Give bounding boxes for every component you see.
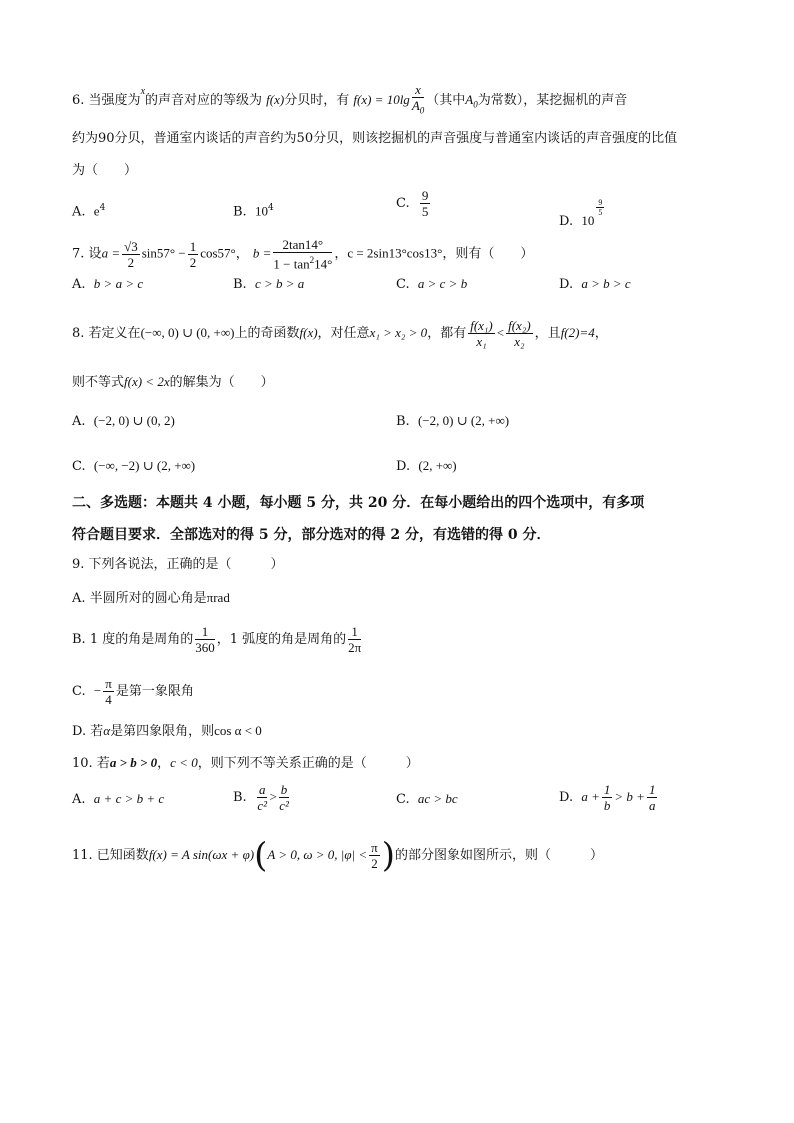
option-label: A. <box>72 792 86 807</box>
q6-number: 6. <box>72 92 85 108</box>
option-label: A. <box>72 277 86 292</box>
q7-number: 7. <box>72 246 85 262</box>
frac-num: 9 <box>598 198 603 207</box>
option-value: (2, +∞) <box>418 458 457 473</box>
frac-den: 5 <box>421 204 429 219</box>
q10-frac3 <box>602 782 613 813</box>
q11-fx: f(x) = A sin(ωx + φ) <box>148 847 255 862</box>
option-value: (−2, 0) ∪ (0, 2) <box>93 413 175 428</box>
q8-frac2 <box>506 318 533 349</box>
q6-line3-text: 为（ ） <box>72 163 138 178</box>
section2-text: 二、多选题：本题共 4 小题，每小题 5 分，共 20 分．在每小题给出的四个选项中，有多项 <box>72 495 645 511</box>
frac-den: b <box>603 798 611 813</box>
q10-option-d <box>559 782 659 813</box>
section2-heading-line1 <box>72 493 644 513</box>
q9-stem-text: 9. 下列各说法，正确的是（ ） <box>72 557 284 572</box>
frac-den: 2 <box>127 254 135 270</box>
option-text: ，1 弧度的角是周角的 <box>216 632 347 647</box>
q8-text: 若定义在 <box>88 326 141 341</box>
option-label: D. <box>559 214 574 229</box>
q8-ineq: f(x) < 2x <box>124 374 170 389</box>
q8-text: ，都有 <box>427 326 467 341</box>
q6-frac-den: A <box>411 98 420 113</box>
q6-line1 <box>72 82 627 119</box>
option-value: (−2, 0) ∪ (2, +∞) <box>417 413 510 428</box>
frac-den: x₁ <box>476 334 487 349</box>
option-value: (−∞, −2) ∪ (2, +∞) <box>93 458 196 473</box>
q8-stem-line2 <box>72 372 274 393</box>
q10-stem <box>72 753 419 774</box>
q6-fraction <box>412 82 424 119</box>
frac-den: 2 <box>189 254 197 270</box>
option-value: c > b > a <box>254 276 305 291</box>
frac-num: b <box>280 782 288 797</box>
frac-den: 2 <box>371 856 378 871</box>
frac-den: c² <box>279 798 289 813</box>
option-text: A. 半圆所对的圆心角是 <box>72 591 207 606</box>
option-label: C. <box>396 277 410 292</box>
q7-half-frac <box>188 239 199 270</box>
frac-num: π <box>371 840 378 855</box>
q8-number: 8. <box>72 326 85 341</box>
q7-sqrt3-frac <box>122 239 140 270</box>
frac-num: √3 <box>124 238 138 254</box>
frac-num: 1 <box>603 782 611 797</box>
q8-text: ， <box>594 326 608 341</box>
q7-a-eq: a = <box>101 245 121 261</box>
q7-b-eq: b = <box>252 245 272 261</box>
option-value: ac > bc <box>417 791 458 806</box>
q8-lt: < <box>496 325 505 340</box>
q8-domain: (−∞, 0) ∪ (0, +∞) <box>140 325 235 340</box>
q11-open-paren: ( <box>254 835 268 876</box>
frac-num: 2tan14° <box>273 237 332 253</box>
q10-cond: a > b > 0 <box>109 755 158 770</box>
q11-cond: A > 0, ω > 0, |φ| < <box>267 847 368 862</box>
q6-option-d <box>559 198 606 232</box>
option-value: a > c > b <box>417 276 468 291</box>
q8-text: 的解集为（ ） <box>169 375 274 390</box>
option-label: B. <box>233 277 247 292</box>
option-text: B. 1 度的角是周角的 <box>72 632 194 647</box>
option-label: B. <box>233 790 247 805</box>
q7-b-frac <box>273 237 332 271</box>
q6-text: 的声音对应的等级为 <box>145 92 263 108</box>
q6-text: 分贝时，有 <box>284 92 350 108</box>
q10-option-b <box>233 782 291 813</box>
q10-frac1 <box>257 782 268 813</box>
q9-option-b <box>72 624 363 655</box>
q10-cond2: c < 0 <box>170 755 198 770</box>
q11-stem <box>72 835 604 876</box>
option-text: D. 若 <box>72 724 104 739</box>
q11-close-paren: ) <box>381 835 395 876</box>
q6-text: 当强度为 <box>88 92 141 108</box>
q7-c-eq: ，c = 2sin13°cos13° <box>334 245 443 261</box>
q6-frac-den-sub: 0 <box>419 105 425 116</box>
option-label: A. <box>72 204 86 220</box>
q6-frac-num: x <box>412 82 424 98</box>
q9-option-a <box>72 588 230 609</box>
q9-stem <box>72 555 284 575</box>
frac-den: 1 − tan <box>273 256 310 272</box>
q6-option-b <box>233 198 274 222</box>
option-label: D. <box>559 790 574 805</box>
option-label: B. <box>233 204 247 220</box>
option-label: C. <box>396 196 410 211</box>
option-fraction <box>420 188 431 219</box>
option-text: 是第一象限角 <box>115 684 194 699</box>
q9-option-d <box>72 721 262 742</box>
option-text: a + <box>581 789 600 804</box>
q7-stem <box>72 237 533 271</box>
q7-option-c <box>396 274 467 295</box>
q8-text: ，对任意 <box>317 326 370 341</box>
frac-den: 360 <box>195 640 215 655</box>
frac-den: 2π <box>348 640 362 655</box>
q8-option-b <box>396 411 509 432</box>
q7-option-a <box>72 274 143 295</box>
option-math: α <box>103 723 111 738</box>
q8-text: 则不等式 <box>72 375 125 390</box>
option-value: 10 <box>581 213 595 228</box>
frac-den: 5 <box>598 208 603 217</box>
q7-sin: sin57° − <box>141 245 186 261</box>
option-value: a + c > b + c <box>93 791 165 806</box>
q6-line2 <box>72 129 677 149</box>
q8-fx: f(x) <box>299 325 318 340</box>
option-value: b > a > c <box>93 276 144 291</box>
option-label: C. <box>396 792 410 807</box>
option-text: 是第四象限角，则 <box>110 724 215 739</box>
section2-text: 符合题目要求．全部选对的得 5 分，部分选对的得 2 分，有选错的得 0 分． <box>72 527 551 543</box>
q8-option-c <box>72 456 195 477</box>
q8-option-a <box>72 411 175 432</box>
q8-text: 上的奇函数 <box>234 326 300 341</box>
frac-den-end: 14° <box>314 256 333 272</box>
q6-formula: f(x) = 10lg <box>353 91 410 107</box>
q10-option-a <box>72 789 164 810</box>
frac-num: π <box>105 676 112 691</box>
q8-cond: x₁ > x₂ > 0 <box>369 325 428 340</box>
q9-frac2 <box>348 624 361 655</box>
frac-den: 4 <box>105 692 112 707</box>
q11-text: 的部分图象如图所示，则（ ） <box>395 848 604 863</box>
q6-A0-sub: 0 <box>473 99 478 110</box>
option-value: 10 <box>254 203 268 219</box>
q6-option-c <box>396 188 432 219</box>
q10-frac4 <box>647 782 658 813</box>
option-sup-fraction <box>596 198 604 217</box>
option-label: A. <box>72 414 86 429</box>
frac-den: x₂ <box>514 334 525 349</box>
q9-frac3 <box>103 676 114 707</box>
section2-heading-line2 <box>72 525 550 545</box>
frac-num: 1 <box>195 624 215 640</box>
q7-cos: cos57°， <box>200 245 249 261</box>
option-text: > b + <box>614 789 645 804</box>
option-minus: − <box>93 683 102 698</box>
option-label: B. <box>396 414 410 429</box>
q10-text: ， <box>157 756 171 771</box>
frac-num: a <box>258 782 266 797</box>
frac-num: 1 <box>648 782 656 797</box>
q10-text: ，则下列不等关系正确的是（ ） <box>197 756 419 771</box>
q8-frac1 <box>468 318 495 349</box>
option-sup: 4 <box>267 203 274 213</box>
q11-frac <box>369 840 380 871</box>
q10-text: 10. 若 <box>72 756 110 771</box>
q8-f2eq: f(2)=4 <box>560 325 595 340</box>
option-value: e <box>93 203 100 219</box>
q7-option-b <box>233 274 304 295</box>
option-label: D. <box>559 277 574 292</box>
q6-line2-text: 约为90分贝，普通室内谈话的声音约为50分贝，则该挖掘机的声音强度与普通室内谈话的声音强度的比值 <box>72 131 678 146</box>
q7-option-d <box>559 274 631 295</box>
q10-option-c <box>396 789 458 810</box>
option-math: πrad <box>206 590 230 605</box>
q9-frac1 <box>195 624 215 655</box>
option-gt: > <box>269 789 277 804</box>
q6-text: 为常数），某挖掘机的声音 <box>477 92 628 108</box>
q8-option-d <box>396 456 457 477</box>
frac-num: 1 <box>348 624 361 640</box>
q6-A0: A <box>465 91 474 107</box>
option-label: D. <box>396 459 411 474</box>
frac-num: f(x₂) <box>508 318 531 333</box>
q9-option-c <box>72 676 194 707</box>
q6-var-x: x <box>140 86 146 97</box>
q10-frac2 <box>279 782 290 813</box>
option-value: a > b > c <box>581 276 631 291</box>
option-label: C. <box>72 459 86 474</box>
q8-text: ，且 <box>534 326 561 341</box>
q11-text: 11. 已知函数 <box>72 848 149 863</box>
frac-den: a <box>648 798 656 813</box>
frac-den: c² <box>257 798 268 813</box>
q7-tail: ，则有（ ） <box>442 246 534 262</box>
frac-num: 1 <box>189 238 197 254</box>
q6-option-a <box>72 198 105 222</box>
frac-den-sup: 2 <box>309 255 315 265</box>
q8-stem-line1 <box>72 318 608 349</box>
q6-text: （其中 <box>426 92 466 108</box>
option-sup: 4 <box>99 203 106 213</box>
q7-text: 设 <box>88 246 102 262</box>
option-label: C. <box>72 684 86 699</box>
q6-line3 <box>72 161 137 181</box>
option-math: cos α < 0 <box>214 723 262 738</box>
frac-num: 9 <box>421 188 429 203</box>
frac-num: f(x₁) <box>470 318 493 333</box>
q6-fx: f(x) <box>266 91 285 107</box>
